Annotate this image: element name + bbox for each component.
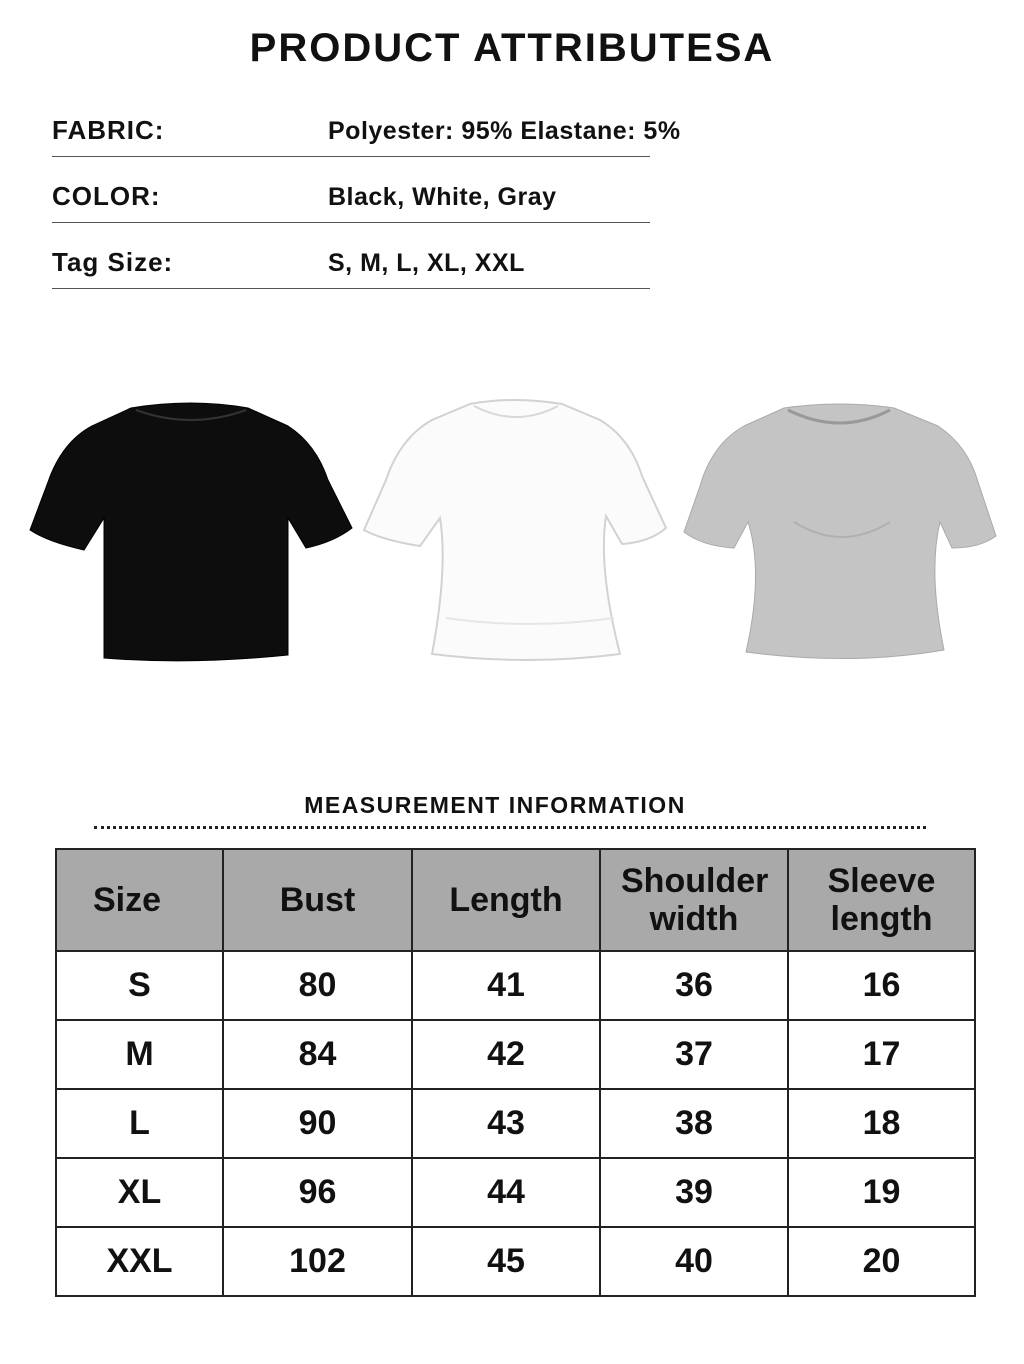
header-bust: Bust (223, 849, 412, 951)
table-row (56, 951, 975, 1020)
cell-shoulder: 38 (600, 1089, 788, 1158)
attribute-value: Black, White, Gray (328, 183, 557, 211)
cell-shoulder: 40 (600, 1227, 788, 1296)
table-row (56, 1227, 975, 1296)
attribute-value: S, M, L, XL, XXL (328, 249, 525, 277)
measurement-title: MEASUREMENT INFORMATION (304, 792, 686, 818)
gray-crop-tee-icon (682, 402, 1000, 664)
cell-size: L (56, 1089, 223, 1158)
cell-size: XXL (56, 1227, 223, 1296)
header-size: Size (56, 849, 223, 951)
product-images (0, 380, 1024, 680)
table-row (56, 1158, 975, 1227)
cell-sleeve: 16 (788, 951, 975, 1020)
cell-shoulder: 39 (600, 1158, 788, 1227)
table-row (56, 1020, 975, 1089)
cell-size: XL (56, 1158, 223, 1227)
cell-length: 41 (412, 951, 600, 1020)
shirt-body (364, 400, 666, 660)
cell-sleeve: 20 (788, 1227, 975, 1296)
cell-bust: 84 (223, 1020, 412, 1089)
cell-sleeve: 17 (788, 1020, 975, 1089)
cell-length: 45 (412, 1227, 600, 1296)
table-header-row (56, 849, 975, 951)
cell-length: 43 (412, 1089, 600, 1158)
header-shoulder-width: Shoulder width (600, 849, 788, 951)
cell-bust: 102 (223, 1227, 412, 1296)
cell-length: 44 (412, 1158, 600, 1227)
attribute-label: COLOR: (52, 181, 161, 211)
dotted-divider (94, 826, 926, 829)
size-chart-table (55, 848, 976, 1297)
header-length: Length (412, 849, 600, 951)
attribute-label: FABRIC: (52, 115, 165, 145)
cell-sleeve: 19 (788, 1158, 975, 1227)
shirt-body (684, 404, 996, 659)
cell-bust: 90 (223, 1089, 412, 1158)
table-row (56, 1089, 975, 1158)
cell-bust: 80 (223, 951, 412, 1020)
white-crop-tee-icon (358, 398, 670, 666)
cell-shoulder: 36 (600, 951, 788, 1020)
cell-sleeve: 18 (788, 1089, 975, 1158)
cell-size: M (56, 1020, 223, 1089)
cell-bust: 96 (223, 1158, 412, 1227)
page-title: PRODUCT ATTRIBUTESA (249, 26, 775, 70)
attribute-row-fabric (52, 96, 681, 157)
attribute-row-color (52, 162, 650, 223)
shirt-body (30, 403, 352, 661)
header-sleeve-length: Sleeve length (788, 849, 975, 951)
cell-length: 42 (412, 1020, 600, 1089)
attribute-value: Polyester: 95% Elastane: 5% (328, 117, 681, 145)
black-crop-tee-icon (26, 400, 356, 665)
cell-shoulder: 37 (600, 1020, 788, 1089)
cell-size: S (56, 951, 223, 1020)
attribute-label: Tag Size: (52, 247, 174, 277)
attribute-row-tag-size (52, 228, 650, 289)
